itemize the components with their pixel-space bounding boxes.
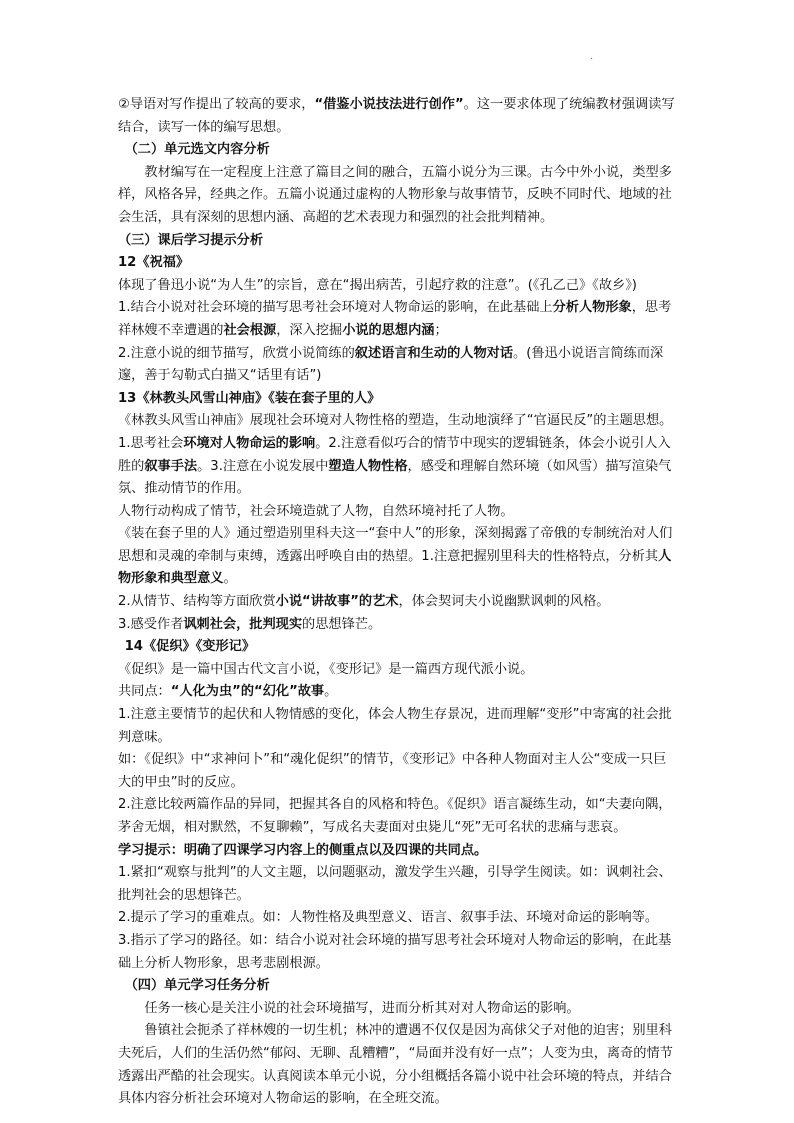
paragraph [118, 523, 678, 591]
text-run: 任务一核心是关注小说的社会环境描写，进而分析其对对人物命运的影响。 [144, 1000, 580, 1016]
bold-text: 环境对人物命运的影响 [183, 435, 316, 451]
paragraph [118, 343, 678, 388]
text-run: 体现了鲁迅小说“为人生”的宗旨，意在“揭出病苦，引起疗救的注意”。(《孔乙己》《故乡》) [118, 277, 637, 293]
text-run: ； [434, 322, 448, 338]
bold-text: 分析人物形象 [552, 300, 632, 316]
text-run: ，深入挖掘 [276, 322, 343, 338]
paragraph [118, 230, 678, 253]
bold-text: 叙述语言和生动的人物对话 [354, 345, 514, 361]
bold-text: 社会根源 [223, 322, 277, 338]
bold-text: 14《促织》《变形记》 [124, 639, 256, 655]
paragraph [118, 139, 678, 162]
paragraph [118, 501, 678, 524]
bold-text: 小说“讲故事”的艺术 [275, 594, 399, 610]
text-run: 共同点： [118, 684, 171, 700]
text-run: ，思考祥林嫂不幸遭遇的 [118, 300, 672, 338]
paragraph [118, 1020, 678, 1110]
text-run: 1.结合小说对社会环境的描写思考社会环境对人物命运的影响，在此基础上 [118, 300, 553, 316]
text-run: 2.注意小说的细节描写，欣赏小说简练的 [118, 345, 355, 361]
text-run: ，感受和理解自然环境（如风雪）描写渲染气氛、推动情节的作用。 [118, 458, 672, 497]
paragraph [118, 998, 678, 1021]
paragraph [118, 94, 678, 139]
text-run: 2.注意比较两篇作品的异同，把握其各自的风格和特色。《促织》语言凝练生动，如“夫妻向隅，茅舍无烟，相对默然，不复聊赖”，写成名夫妻面对虫毙儿“死”无可名状的悲痛与悲哀。 [118, 797, 672, 835]
bold-text: （四）单元学习任务分析 [124, 978, 270, 994]
text-run: 《林教头风雪山神庙》展现社会环境对人物性格的塑造，生动地演绎了“官逼民反”的主题思想。 [118, 413, 673, 429]
text-run: 3.指示了学习的路径。如：结合小说对社会环境的描写思考社会环境对人物命运的影响，在此基础上分析人物形象，思考悲剧根源。 [118, 932, 672, 971]
text-run: 。(鲁迅小说语言简练而深邃，善于勾勒式白描又“话里有话”) [118, 345, 664, 384]
paragraph [118, 975, 678, 998]
text-run: 1.思考社会 [118, 435, 184, 451]
paragraph [118, 433, 678, 501]
text-run: 3.感受作者 [118, 616, 184, 632]
bold-text: 叙事手法 [144, 458, 198, 474]
bold-text: （三）课后学习提示分析 [118, 232, 264, 248]
corner-mark: · [590, 54, 594, 65]
paragraph [118, 681, 678, 704]
text-run: ，体会契诃夫小说幽默讽刺的风格。 [398, 594, 610, 610]
text-run: 如：《促织》中“求神问卜”和“魂化促织”的情节，《变形记》中各种人物面对主人公“变成一只巨大的甲虫”时的反应。 [118, 752, 667, 790]
paragraph [118, 252, 678, 275]
text-run: 。 [324, 684, 338, 700]
text-run: 1.注意主要情节的起伏和人物情感的变化，体会人物生存景况，进而理解“变形”中寄寓的社会批判意味。 [118, 707, 672, 745]
document-body [118, 94, 678, 1111]
paragraph [118, 297, 678, 342]
paragraph [118, 275, 678, 298]
paragraph [118, 614, 678, 637]
text-run: 。这一要求体现了统编教材强调读写结合，读写一体的编写思想。 [118, 97, 675, 135]
bold-text: 13《林教头风雪山神庙》《装在套子里的人》 [118, 390, 381, 406]
bold-text: 塑造人物性格 [328, 458, 408, 474]
paragraph [118, 749, 678, 794]
text-run: 的思想锋芒。 [302, 616, 382, 632]
paragraph [118, 659, 678, 682]
paragraph [118, 591, 678, 614]
paragraph [118, 930, 678, 975]
paragraph [118, 162, 678, 230]
paragraph [118, 907, 678, 930]
paragraph [118, 794, 678, 839]
paragraph [118, 704, 678, 749]
bold-text: 人物形象和典型意义 [118, 548, 672, 587]
text-run: 2.从情节、结构等方面欣赏 [118, 594, 276, 610]
bold-text: “人化为虫”的“幻化”故事 [170, 684, 325, 700]
paragraph [118, 840, 678, 863]
bold-text: 12《祝福》 [118, 255, 190, 271]
bold-text: 讽刺社会，批判现实 [183, 616, 303, 632]
text-run: 《促织》是一篇中国古代文言小说，《变形记》是一篇西方现代派小说。 [118, 661, 534, 677]
text-run: 《装在套子里的人》通过塑造别里科夫这一“套中人”的形象，深刻揭露了帝俄的专制统治对人们思想和灵魂的牵制与束缚，透露出呼唤自由的热望。1.注意把握别里科夫的性格特点，分析其 [118, 526, 673, 564]
paragraph [118, 862, 678, 907]
text-run: 1.紧扣“观察与批判”的人文主题，以问题驱动，激发学生兴趣，引导学生阅读。如：讽刺社会、批判社会的思想锋芒。 [118, 865, 672, 903]
bold-text: 小说的思想内涵 [342, 322, 435, 338]
text-run: 2.提示了学习的重难点。如：人物性格及典型意义、语言、叙事手法、环境对命运的影响等。 [118, 910, 659, 926]
text-run: 人物行动构成了情节，社会环境造就了人物，自然环境衬托了人物。 [118, 503, 514, 519]
text-run: 。 [223, 571, 237, 587]
paragraph [118, 410, 678, 433]
bold-text: 学习提示：明确了四课学习内容上的侧重点以及四课的共同点。 [118, 842, 488, 858]
text-run: 鲁镇社会扼杀了祥林嫂的一切生机；林冲的遭遇不仅仅是因为高俅父子对他的迫害；别里科夫死后，人们的生活仍然“郁闷、无聊、乱糟糟”，“局面并没有好一点”；人变为虫，离奇的情节透露出严酷的社会现实。认真阅读本单元小说，分小组概括各篇小说中社会环境的特点，并结合具体内容分析社会环境对人物命运的影响，在全班交流。 [118, 1023, 673, 1107]
bold-text: “借鉴小说技法进行创作” [314, 97, 464, 112]
paragraph [118, 636, 678, 659]
text-run: 教材编写在一定程度上注意了篇目之间的融合，五篇小说分为三课。古今中外小说，类型多样，风格各异，经典之作。五篇小说通过虚构的人物形象与故事情节，反映不同时代、地域的社会生活，具有深刻的思想内涵、高超的艺术表现力和强烈的社会批判精神。 [118, 164, 672, 225]
text-run: 。2.注意看似巧合的情节中现实的逻辑链条，体会小说引人入胜的 [118, 435, 671, 474]
paragraph [118, 388, 678, 411]
text-run: ②导语对写作提出了较高的要求， [118, 97, 315, 112]
bold-text: （二）单元选文内容分析 [124, 142, 270, 158]
text-run: 。3.注意在小说发展中 [197, 458, 329, 474]
